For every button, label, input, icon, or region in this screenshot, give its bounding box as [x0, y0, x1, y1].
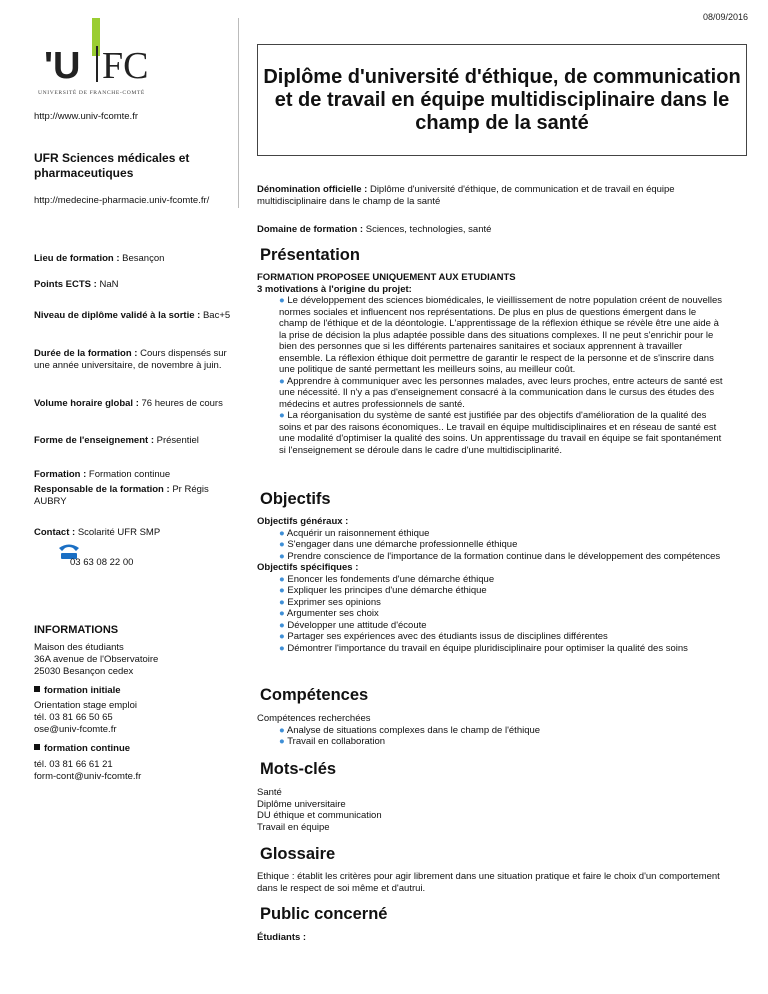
formation-initiale-heading: formation initiale: [34, 685, 234, 697]
print-date: 08/09/2016: [702, 12, 748, 22]
objectifs-body: Objectifs généraux : ● Acquérir un raisonnement éthique ● S'engager dans une démarche professionnelle éthique ● Prendre conscience de l'importance de la formation continue dans le développement des compétences Objectifs spécifiques : ● Enoncer les fondements d'une démarche éthique ● Expliquer les principes d'une démarche éthique ● Exprimer ses opinions ● Argumenter ses choix ● Développer une attitude d'écoute ● Partager ses expériences avec des étudiants issus de disciplines différentes ● Démontrer l'importance du travail en équipe pluridisciplinaire pour optimiser la qualité des soins: [257, 516, 721, 654]
niveau: Niveau de diplôme validé à la sortie : Bac+5: [34, 310, 231, 321]
svg-text:FC: FC: [102, 45, 149, 87]
formation-continue-contact: tél. 03 81 66 61 21 form-cont@univ-fcomte.fr: [34, 759, 234, 783]
duree: Durée de la formation : Cours dispensés sur une année universitaire, de novembre à juin.: [34, 348, 227, 371]
square-icon: [34, 686, 40, 692]
email-link[interactable]: form-cont@univ-fcomte.fr: [34, 771, 142, 782]
public-body: Étudiants :: [257, 932, 307, 943]
university-link[interactable]: http://www.univ-fcomte.fr: [34, 111, 139, 122]
ects: Points ECTS : NaN: [34, 279, 119, 290]
domaine: Domaine de formation : Sciences, technologies, santé: [257, 224, 492, 235]
competences-heading: Compétences: [260, 686, 369, 704]
presentation-heading: Présentation: [260, 246, 360, 264]
competences-body: Compétences recherchées ● Analyse de situations complexes dans le champ de l'éthique ● Travail en collaboration: [257, 713, 541, 747]
svg-text:UNIVERSITÉ DE FRANCHE-COMTÉ: UNIVERSITÉ DE FRANCHE-COMTÉ: [38, 90, 145, 96]
informations-heading: INFORMATIONS: [34, 624, 119, 636]
public-heading: Public concerné: [260, 905, 388, 923]
phone-number[interactable]: 03 63 08 22 00: [70, 557, 134, 568]
svg-text:BESANÇON: BESANÇON: [103, 22, 109, 52]
informations-address: Maison des étudiants 36A avenue de l'Observatoire 25030 Besançon cedex: [34, 642, 159, 677]
title-box: [257, 44, 747, 156]
column-divider: [238, 18, 239, 208]
responsable: Responsable de la formation : Pr Régis AUBRY: [34, 484, 209, 507]
lieu: Lieu de formation : Besançon: [34, 253, 165, 264]
svg-text:'U: 'U: [44, 45, 81, 87]
page-title: Diplôme d'université d'éthique, de communication et de travail en équipe multidisciplinaire dans le champ de la santé: [263, 65, 741, 134]
forme: Forme de l'enseignement : Présentiel: [34, 435, 199, 446]
formation-type: Formation : Formation continue: [34, 469, 171, 480]
formation-continue-heading: formation continue: [34, 743, 234, 755]
volume: Volume horaire global : 76 heures de cours: [34, 398, 223, 409]
square-icon: [34, 744, 40, 750]
presentation-body: FORMATION PROPOSEE UNIQUEMENT AUX ETUDIANTS 3 motivations à l'origine du projet: ● Le développement des sciences biomédicales, le vieillissement de notre population créent de nouvelles normes sociales et influencent nos représentations. De plus en plus de questions émergent dans le champ de l'éthique et de la déontologie. L'apprentissage de la réflexion éthique se révèle être une aide à la prise de décision la plus adaptée possible dans des situations complexes. Il ne peut s'enrichir pour le bien des personnes que si les différents partenaires sanitaires et sociaux apprennent à travailler ensemble. La réflexion éthique doit permettre de garantir le respect de la personne et de s'inscrire dans une politique de santé permettant les meilleurs soins, au meilleur coût. ● Apprendre à communiquer avec les personnes malades, avec leurs proches, entre acteurs de santé est une nécessité. Il n'y a pas d'enseignement consacré à la communication dans le cursus des études des médecins et autres professionnels de santé. ● La réorganisation du système de santé est justifiée par des objectifs d'amélioration de la qualité des soins et par des raisons économiques.. Le travail en équipe multidisciplinaires et en réseau de santé est une modalité d'optimiser la qualité des soins. Un apprentissage du travail en équipe se fait spontanément si l'enseignement se déroule dans le cadre d'une multidisciplinarité.: [257, 272, 723, 456]
ufc-logo: [36, 18, 196, 100]
ufr-name: UFR Sciences médicales et pharmaceutiques: [34, 151, 190, 180]
contact: Contact : Scolarité UFR SMP: [34, 527, 161, 538]
objectifs-heading: Objectifs: [260, 490, 331, 508]
email-link[interactable]: ose@univ-fcomte.fr: [34, 724, 117, 735]
motscles-heading: Mots-clés: [260, 760, 337, 778]
glossaire-heading: Glossaire: [260, 845, 336, 863]
motscles-body: Santé Diplôme universitaire DU éthique et communication Travail en équipe: [257, 787, 382, 833]
ufr-link[interactable]: http://medecine-pharmacie.univ-fcomte.fr/: [34, 195, 210, 206]
formation-initiale-contact: Orientation stage emploi tél. 03 81 66 50 65 ose@univ-fcomte.fr: [34, 700, 234, 736]
denomination: Dénomination officielle : Diplôme d'université d'éthique, de communication et de travail en équipe multidisciplinaire dans le champ de la santé: [257, 184, 675, 207]
glossaire-body: Ethique : établit les critères pour agir librement dans une situation pratique et faire le choix d'un comportement dans le respect de soi même et d'autrui.: [257, 871, 720, 894]
